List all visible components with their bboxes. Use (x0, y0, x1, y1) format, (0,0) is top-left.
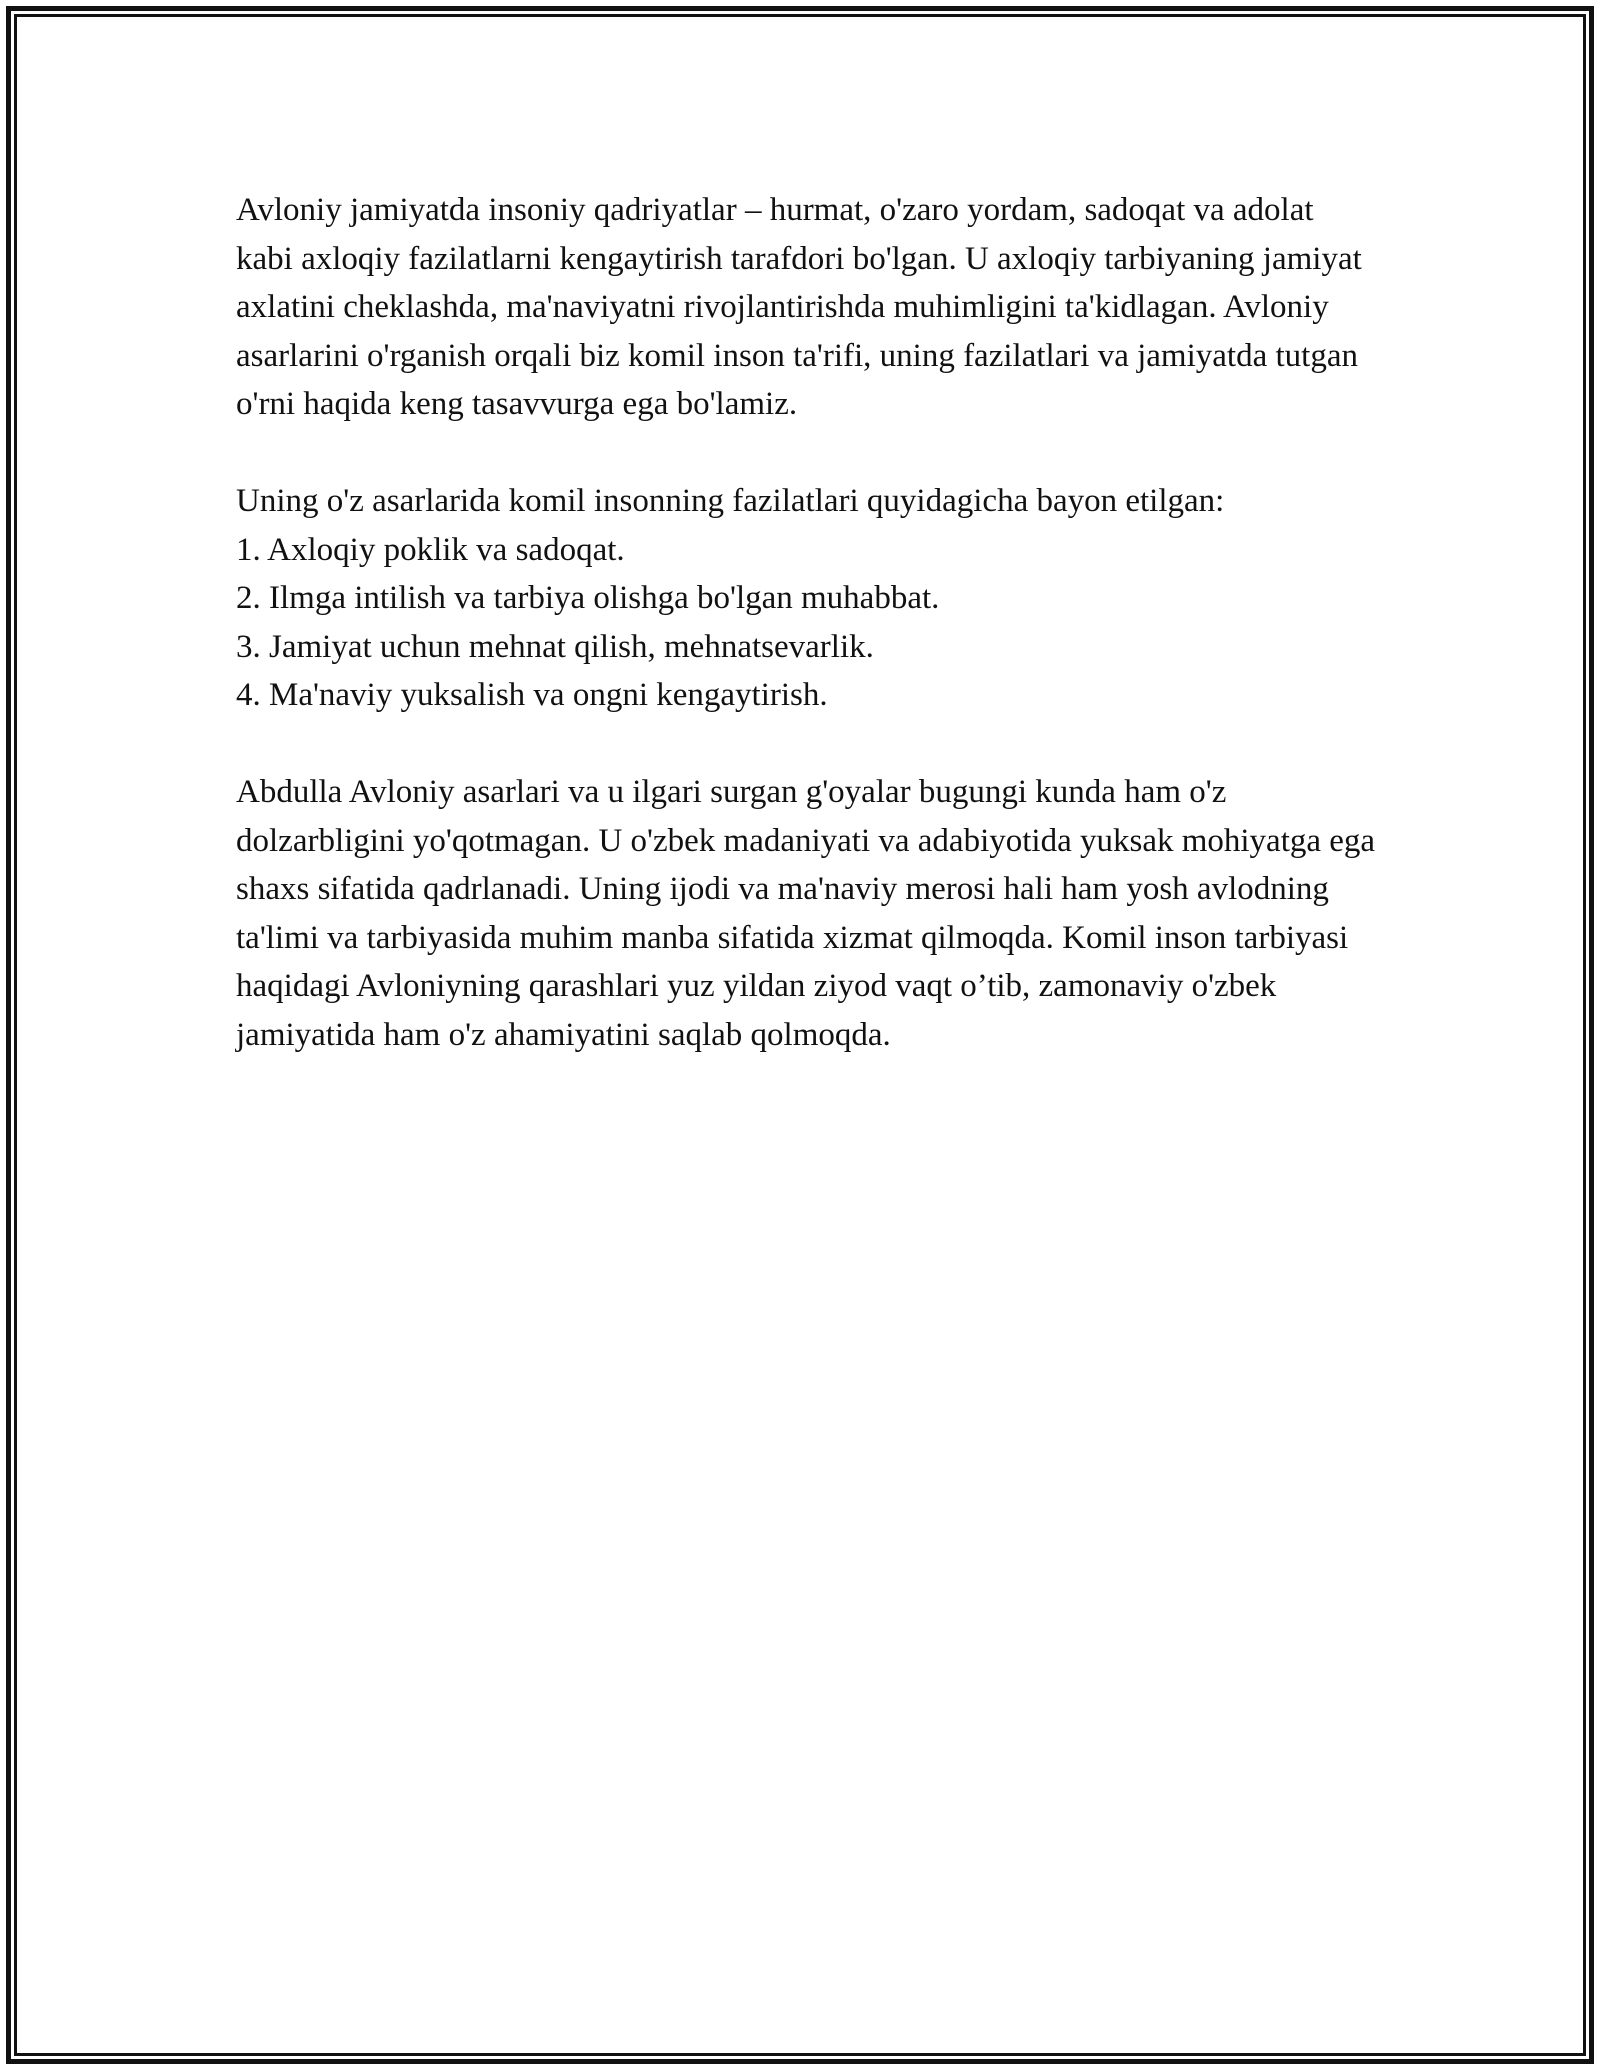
list-item: 4. Ma'naviy yuksalish va ongni kengaytirish. (236, 677, 828, 713)
virtues-list (236, 526, 1376, 720)
paragraph-conclusion: Abdulla Avloniy asarlari va u ilgari surgan g'oyalar bugungi kunda ham o'z dolzarbligini yo'qotmagan. U o'zbek madaniyati va adabiyotida yuksak mohiyatga ega shaxs sifatida qadrlanadi. Uning ijodi va ma'naviy merosi hali ham yosh avlodning ta'limi va tarbiyasida muhim manba sifatida xizmat qilmoqda. Komil inson tarbiyasi haqidagi Avloniyning qarashlari yuz yildan ziyod vaqt o’tib, zamonaviy o'zbek jamiyatida ham o'z ahamiyatini saqlab qolmoqda. (236, 774, 1376, 1053)
list-item: 2. Ilmga intilish va tarbiya olishga bo'lgan muhabbat. (236, 580, 940, 616)
list-item: 3. Jamiyat uchun mehnat qilish, mehnatsevarlik. (236, 628, 874, 665)
list-intro: Uning o'z asarlarida komil insonning fazilatlari quyidagicha bayon etilgan: (236, 483, 1225, 519)
list-item: 1. Axloqiy poklik va sadoqat. (236, 531, 625, 568)
document-body (236, 186, 1376, 1108)
paragraph-intro: Avloniy jamiyatda insoniy qadriyatlar – hurmat, o'zaro yordam, sadoqat va adolat kabi axloqiy fazilatlarni kengaytirish tarafdori bo'lgan. U axloqiy tarbiyaning jamiyat axlatini cheklashda, ma'naviyatni rivojlantirishda muhimligini ta'kidlagan. Avloniy asarlarini o'rganish orqali biz komil inson ta'rifi, uning fazilatlari va jamiyatda tutgan o'rni haqida keng tasavvurga ega bo'lamiz. (236, 192, 1362, 422)
